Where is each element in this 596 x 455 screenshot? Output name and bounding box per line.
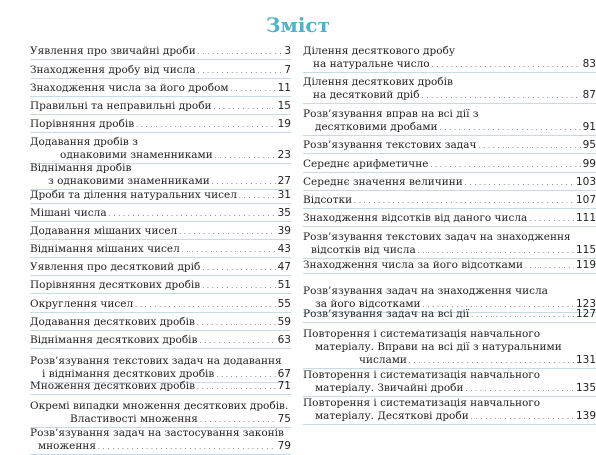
toc-entry-title: Окремі випадки множення десяткових дробів. xyxy=(30,400,289,412)
toc-entry xyxy=(30,316,291,331)
toc-page-number: 39 xyxy=(277,225,291,237)
dot-leader xyxy=(179,225,275,239)
toc-page-number: 23 xyxy=(277,149,291,161)
toc-page-number: 103 xyxy=(575,176,596,188)
dot-leader xyxy=(197,380,276,394)
dot-leader xyxy=(354,194,574,208)
toc-entry-title: відсотків від числа xyxy=(311,244,416,256)
dot-leader xyxy=(231,82,276,96)
toc-entry xyxy=(30,334,291,349)
toc-entry-title: Дроби та ділення натуральних чисел xyxy=(30,189,237,201)
toc-entry-title: Розв’язування текстових задач xyxy=(303,139,477,151)
toc-entry xyxy=(30,162,291,190)
toc-entry xyxy=(30,189,291,204)
toc-entry xyxy=(30,100,291,115)
toc-entry xyxy=(303,139,596,154)
toc-entry-title: Повторення і систематизація навчального xyxy=(303,397,541,409)
toc-page-number: 19 xyxy=(277,118,291,130)
dot-leader xyxy=(199,334,275,348)
toc-page-number: 55 xyxy=(277,298,291,310)
toc-entry-title: Порівняння дробів xyxy=(30,118,135,130)
dot-leader xyxy=(198,64,283,78)
toc-page-number: 115 xyxy=(575,244,596,256)
dot-leader xyxy=(409,354,574,368)
toc-entry-title: Розв’язування вправ на всі дії з xyxy=(303,108,479,120)
toc-entry-title: Розв’язування задач на знаходження числа xyxy=(303,285,548,297)
toc-entry-title: Середнє значення величини xyxy=(303,176,463,188)
toc-page-number: 99 xyxy=(582,158,596,170)
toc-entry-title: за його відсотками xyxy=(315,298,421,310)
toc-page-number: 83 xyxy=(582,58,596,70)
toc-entry-title: матеріалу. Десяткові дроби xyxy=(315,410,469,422)
dot-leader xyxy=(136,118,275,132)
toc-entry-title: Знаходження числа за його відсотками xyxy=(303,259,523,271)
dot-leader xyxy=(440,121,581,135)
toc-entry xyxy=(30,45,291,60)
toc-entry-title: Розв’язування текстових задач на знаходження xyxy=(303,231,571,243)
toc-entry xyxy=(30,64,291,79)
toc-entry xyxy=(303,308,596,323)
dot-leader xyxy=(212,175,276,189)
toc-entry xyxy=(303,259,596,274)
dot-leader xyxy=(182,243,276,257)
toc-entry xyxy=(303,158,596,173)
toc-entry-title: матеріалу. Вправи на всі дії з натуральними xyxy=(315,341,562,353)
toc-entry-title: Уявлення про десятковий дріб xyxy=(30,261,201,273)
toc-entry xyxy=(30,118,291,133)
toc-entry-title: Віднімання дробів xyxy=(30,162,132,174)
toc-page-number: 35 xyxy=(277,207,291,219)
toc-entry xyxy=(303,231,596,259)
toc-entry xyxy=(30,355,291,383)
dot-leader xyxy=(418,244,574,258)
toc-entry-title: Знаходження числа за його дробом xyxy=(30,82,229,94)
dot-leader xyxy=(202,279,275,293)
toc-page-number: 27 xyxy=(277,175,291,187)
toc-entry xyxy=(303,176,596,191)
dot-leader xyxy=(198,45,283,59)
dot-leader xyxy=(197,316,276,330)
toc-page-number: 47 xyxy=(277,261,291,273)
toc-entry-title: однаковими знаменниками xyxy=(60,149,213,161)
toc-page-number: 127 xyxy=(575,308,596,320)
toc-entry-title: Середнє арифметичне xyxy=(303,158,429,170)
toc-entry-title: Додавання мішаних чисел xyxy=(30,225,178,237)
toc-page-number: 59 xyxy=(277,316,291,328)
toc-page-number: 91 xyxy=(582,121,596,133)
dot-leader xyxy=(525,259,574,273)
toc-page-number: 123 xyxy=(575,298,596,310)
toc-page-number: 67 xyxy=(277,368,291,380)
toc-entry xyxy=(303,194,596,209)
toc-page-number: 79 xyxy=(277,440,291,452)
toc-entry xyxy=(303,212,596,227)
toc-entry-title: Розв’язування задач на всі дії xyxy=(303,308,470,320)
toc-entry xyxy=(30,427,291,455)
toc-page-number: 95 xyxy=(582,139,596,151)
dot-leader xyxy=(239,189,276,203)
toc-page-number: 31 xyxy=(277,189,291,201)
dot-leader xyxy=(214,100,276,114)
toc-entry xyxy=(30,207,291,222)
toc-entry xyxy=(30,298,291,313)
dot-leader xyxy=(466,382,574,396)
toc-entry xyxy=(303,108,596,136)
dot-leader xyxy=(109,207,276,221)
toc-entry-title: Ділення десяткових дробів xyxy=(303,76,453,88)
toc-entry xyxy=(30,225,291,240)
toc-entry-title: Розв’язування задач на застосування законів xyxy=(30,427,284,439)
toc-entry-title: Віднімання мішаних чисел xyxy=(30,243,180,255)
dot-leader xyxy=(478,139,580,153)
toc-entry xyxy=(303,328,596,369)
dot-leader xyxy=(215,149,276,163)
toc-entry-title: з однаковими знаменниками xyxy=(48,175,210,187)
toc-entry-title: Порівняння десяткових дробів xyxy=(30,279,201,291)
toc-page-number: 15 xyxy=(277,100,291,112)
toc-entry-title: Повторення і систематизація навчального xyxy=(303,369,541,381)
toc-entry-title: Віднімання десяткових дробів xyxy=(30,334,198,346)
toc-entry xyxy=(30,261,291,276)
toc-entry xyxy=(30,400,291,428)
toc-entry-title: Властивості множення xyxy=(70,413,198,425)
toc-entry xyxy=(30,279,291,294)
toc-page-number: 119 xyxy=(575,259,596,271)
dot-leader xyxy=(200,413,276,427)
toc-page-number: 11 xyxy=(277,82,291,94)
toc-entry xyxy=(303,76,596,104)
toc-page-number: 111 xyxy=(575,212,596,224)
dot-leader xyxy=(471,410,574,424)
toc-entry-title: десятковими дробами xyxy=(315,121,438,133)
toc-entry-title: Мішані числа xyxy=(30,207,107,219)
toc-entry-title: Додавання дробів з xyxy=(30,136,138,148)
toc-entry-title: і віднімання десяткових дробів xyxy=(42,368,215,380)
toc-entry-title: Знаходження дробу від числа xyxy=(30,64,196,76)
toc-entry-title: матеріалу. Звичайні дроби xyxy=(315,382,464,394)
toc-page-number: 131 xyxy=(575,354,596,366)
toc-page-number: 87 xyxy=(582,89,596,101)
toc-page-number: 51 xyxy=(277,279,291,291)
toc-entry-title: на десятковий дріб xyxy=(313,89,420,101)
toc-entry-title: Уявлення про звичайні дроби xyxy=(30,45,196,57)
dot-leader xyxy=(465,176,574,190)
toc-entry-title: Розв’язування текстових задач на додавання xyxy=(30,355,282,367)
dot-leader xyxy=(471,308,574,322)
toc-entry-title: Відсотки xyxy=(303,194,353,206)
page-title: Зміст xyxy=(266,13,330,37)
toc-entry-title: множення xyxy=(38,440,96,452)
toc-page-number: 75 xyxy=(277,413,291,425)
toc-entry-title: Правильні та неправильні дроби xyxy=(30,100,212,112)
toc-entry-title: Додавання десяткових дробів xyxy=(30,316,195,328)
toc-entry xyxy=(30,380,291,395)
dot-leader xyxy=(98,440,276,454)
toc-entry-title: числами xyxy=(359,354,407,366)
toc-entry xyxy=(30,136,291,164)
toc-entry-title: Ділення десяткового дробу xyxy=(303,45,456,57)
toc-page-number: 107 xyxy=(575,194,596,206)
toc-entry-title: Повторення і систематизація навчального xyxy=(303,328,541,340)
toc-entry xyxy=(303,397,596,425)
toc-entry xyxy=(303,45,596,73)
toc-entry-title: Знаходження відсотків від даного числа xyxy=(303,212,528,224)
toc-page-number: 7 xyxy=(284,64,291,76)
toc-page-number: 71 xyxy=(277,380,291,392)
dot-leader xyxy=(202,261,275,275)
toc-entry-title: Множення десяткових дробів xyxy=(30,380,196,392)
toc-page-number: 43 xyxy=(277,243,291,255)
toc-entry-title: Округлення чисел xyxy=(30,298,134,310)
toc-page-number: 135 xyxy=(575,382,596,394)
dot-leader xyxy=(430,158,580,172)
toc-page-number: 3 xyxy=(284,45,291,57)
toc-page-number: 139 xyxy=(575,410,596,422)
dot-leader xyxy=(422,89,581,103)
dot-leader xyxy=(529,212,574,226)
dot-leader xyxy=(135,298,276,312)
toc-entry xyxy=(30,82,291,97)
dot-leader xyxy=(432,58,581,72)
toc-entry xyxy=(303,369,596,397)
toc-page-number: 63 xyxy=(277,334,291,346)
toc-entry-title: на натуральне число xyxy=(313,58,430,70)
toc-entry xyxy=(30,243,291,258)
